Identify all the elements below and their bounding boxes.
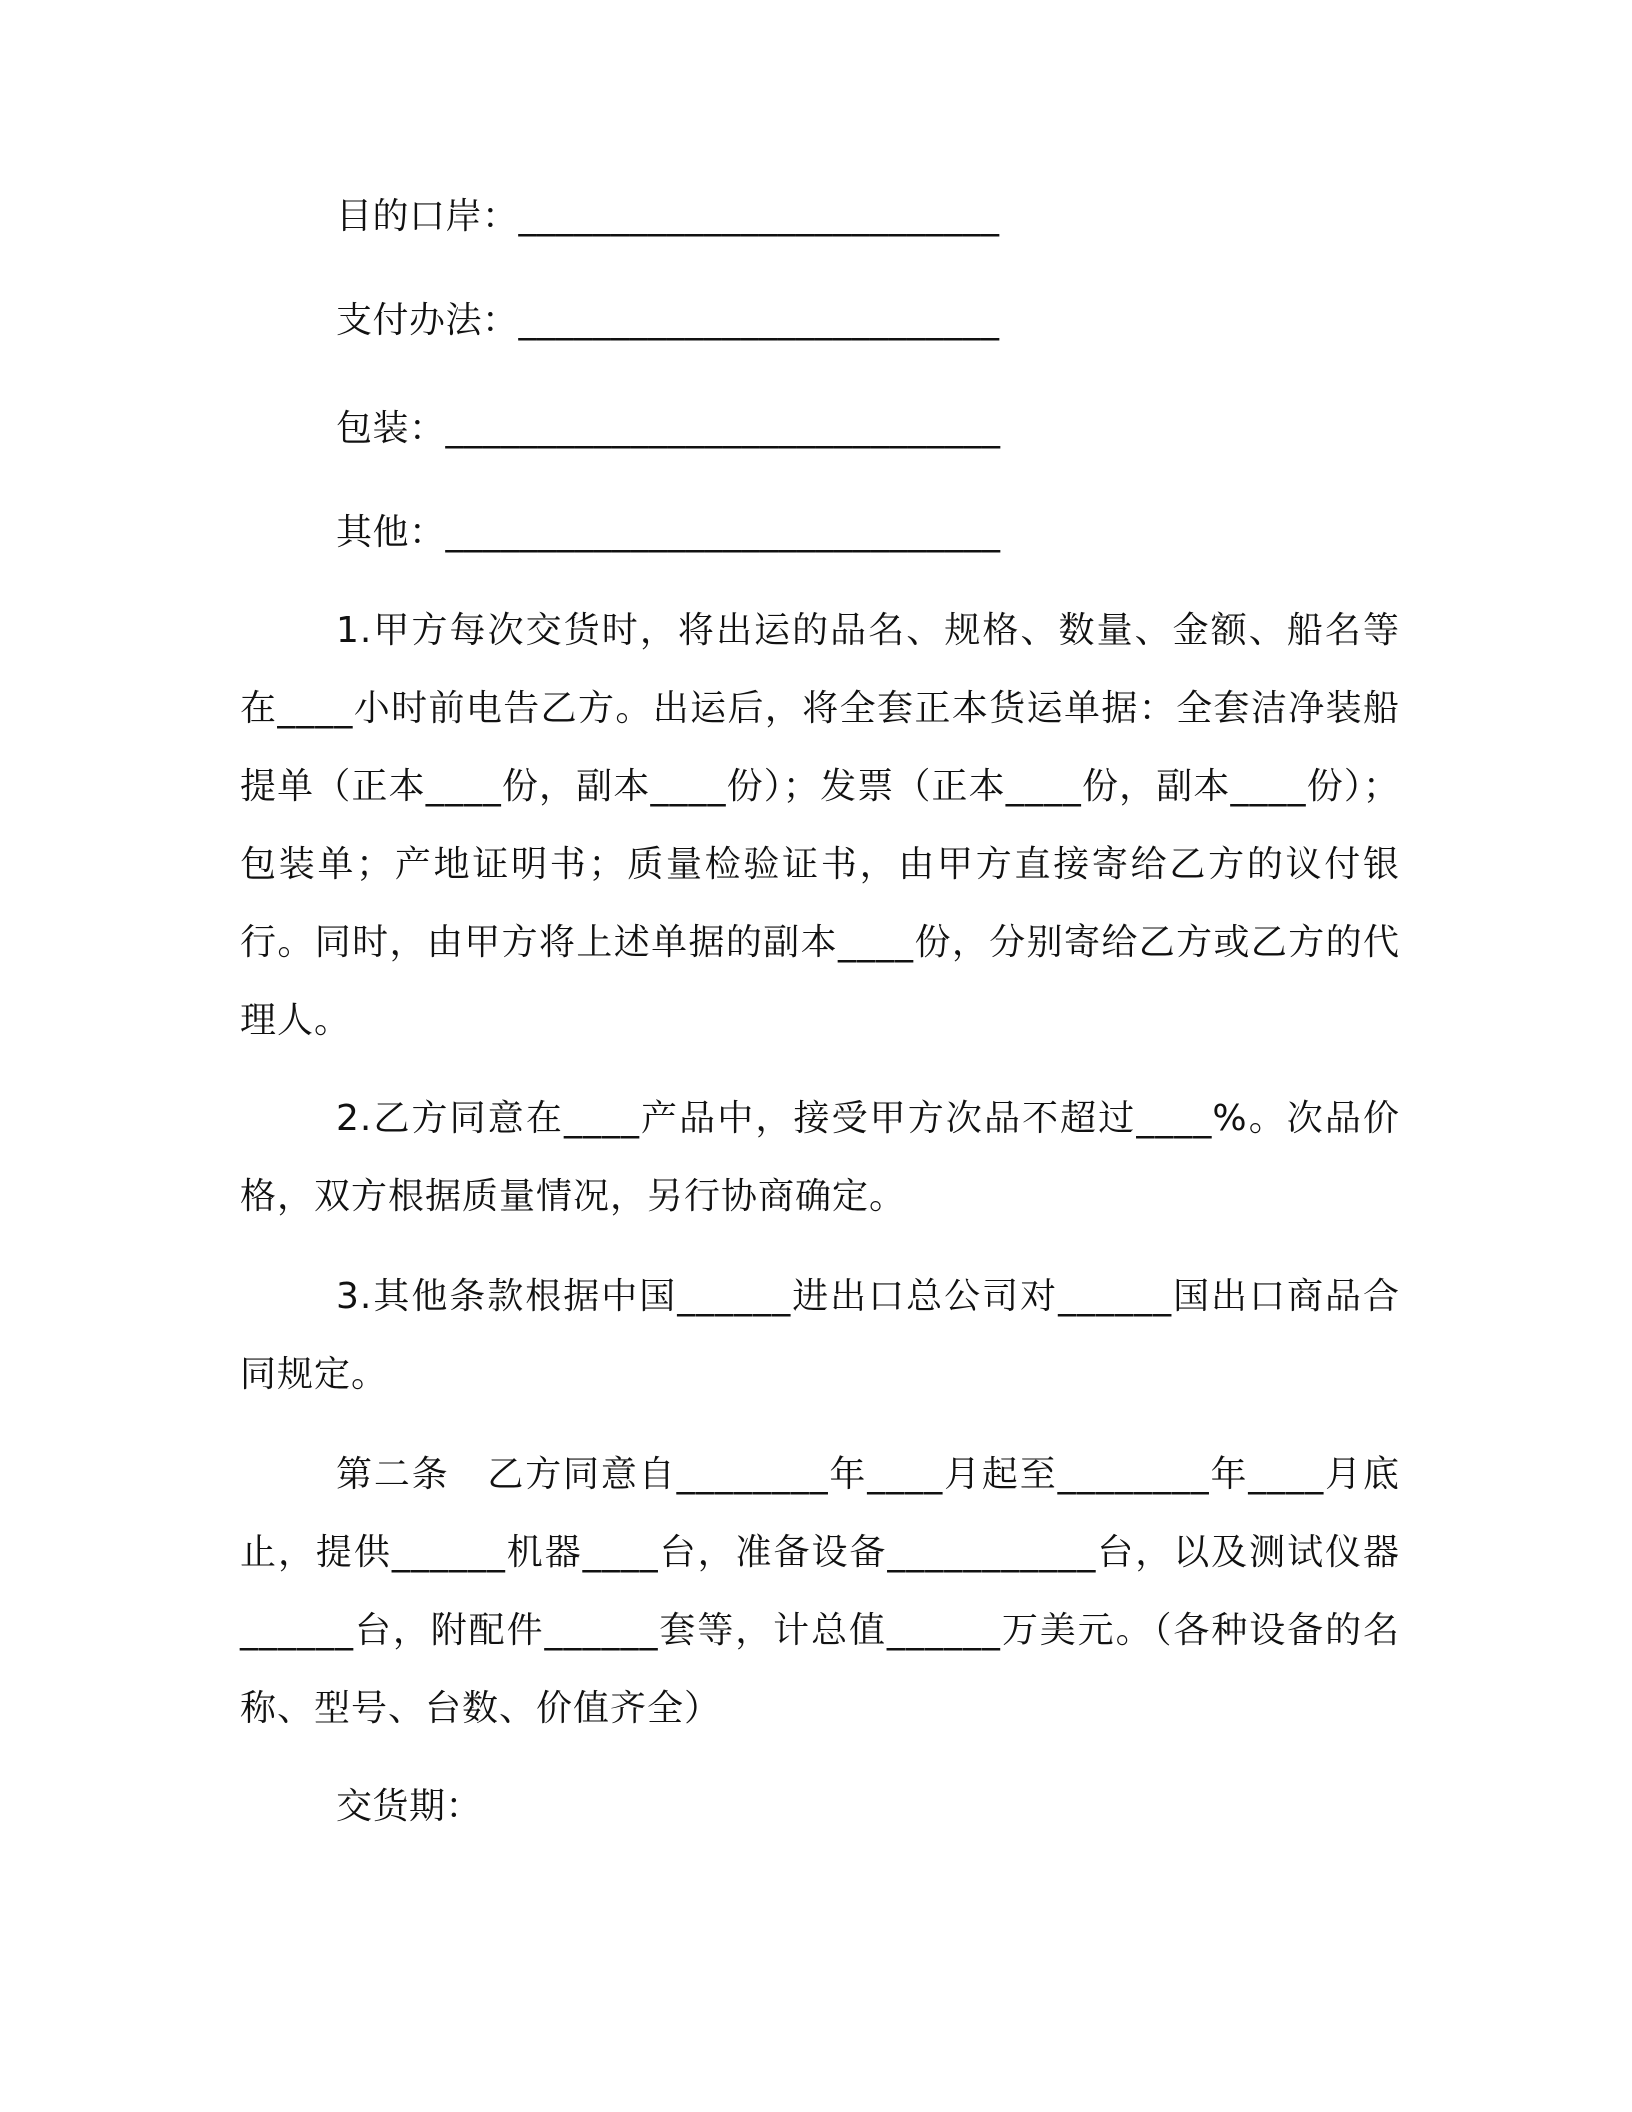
payment-method-field: 支付办法：__________________________ (336, 300, 1000, 341)
clause-item-3: 3.其他条款根据中国______进出口总公司对______国出口商品合同规定。 (240, 1276, 1400, 1395)
destination-port-field: 目的口岸：__________________________ (336, 196, 1000, 237)
clause-item-1: 1.甲方每次交货时，将出运的品名、规格、数量、金额、船名等在____小时前电告乙方。出运后，将全套正本货运单据：全套洁净装船提单（正本____份，副本____份）；发票（正本____份，副本____份）；包装单；产地证明书；质量检验证书，由甲方直接寄给乙方的议付银行。同时，由甲方将上述单据的副本____份，分别寄给乙方或乙方的代理人。 (240, 610, 1400, 1041)
other-field: 其他：______________________________ (336, 512, 1001, 553)
delivery-period-label: 交货期： (336, 1786, 483, 1827)
clause-item-2: 2.乙方同意在____产品中，接受甲方次品不超过____%。次品价格，双方根据质量情况，另行协商确定。 (240, 1098, 1400, 1217)
article-2: 第二条 乙方同意自________年____月起至________年____月底止，提供______机器____台，准备设备___________台，以及测试仪器______台，附配件______套等，计总值______万美元。（各种设备的名称、型号、台数、价值齐全） (240, 1454, 1400, 1729)
packaging-field: 包装：______________________________ (336, 408, 1001, 449)
